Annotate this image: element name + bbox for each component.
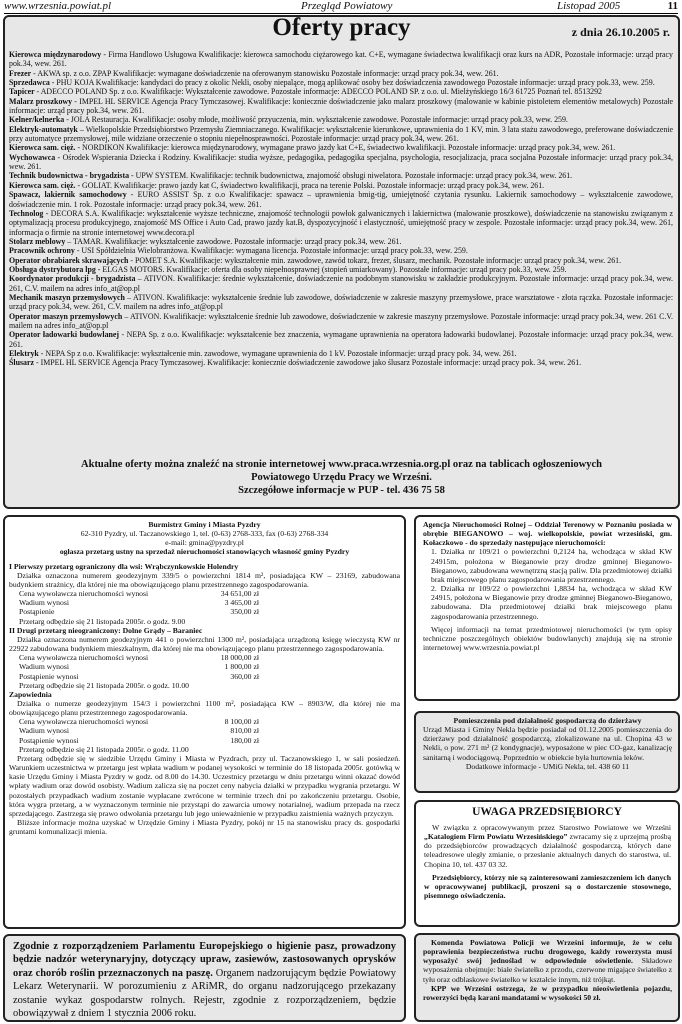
offer-position: Elektryk-automatyk <box>9 124 78 134</box>
offer-details: - ADECCO POLAND Sp. z o.o. Kwalifikacje: Wykształcenie zawodowe. Pozostałe informacje: ADECCO POLAND SP. z o.o. ul. Mielżyńskiego 16/3 61725 Poznań tel. 8513292 <box>34 87 602 97</box>
offer-details: - NEPA Sp z o.o. Kwalifikacje: wykształcenie min. zawodowe, wymagane uprawnienia do 1 kV. Pozostałe informacje: urząd pracy pok. 34, wew. 261. <box>38 349 517 358</box>
price-value: 350,00 zł <box>230 607 259 617</box>
offer-position: Obsługa dystrybutora lpg <box>9 264 96 274</box>
offer-item <box>9 171 673 180</box>
offer-details: - AKWA sp. z o.o. ZPAP Kwalifikacje: wymagane doświadczenie na oferowanym stanowisku Pozostałe informacje: urząd pracy pok.34, wew. 261. <box>31 68 499 78</box>
offer-position: Koordynator produkcji - brygadzista <box>9 274 136 284</box>
auction-s2-date: Przetarg odbędzie się 21 listopada 2005r. o godz. 10.00 <box>19 680 190 690</box>
offer-position: Pracownik ochrony <box>9 246 75 256</box>
offer-item <box>9 349 673 358</box>
price-row <box>9 653 400 662</box>
price-row <box>9 598 400 607</box>
price-label: Wadium wynosi <box>19 662 69 672</box>
offers-footer-line1: Aktualne oferty można znaleźć na stronie internetowej www.praca.wrzesnia.org.pl oraz na tablicach ogłoszeniowych <box>81 459 602 470</box>
offer-details: - NORDIKON Kwalifikacje: kierowca międzynarodowy, wymagane prawo jazdy kat C+E, świadectwo kwalifikacji. Pozostałe informacje: urząd pracy pok.34, wew. 261. <box>75 143 616 153</box>
offer-details: - PHU KOJA Kwalifikacje: kandydaci do pracy z okolic Nekli, osoby niepalące, mogą aplikować osoby bez doświadczenia zawodowego Pozostałe informacje: urząd pracy pok.33, wew. 259. <box>49 78 655 88</box>
offer-position: Ślusarz <box>9 358 34 368</box>
offer-position: Stolarz meblowy <box>9 236 66 246</box>
offer-details: - POMET S.A. Kwalifikacje: wykształcenie min. zawodowe, zawód tokarz, frezer, ślusarz, mechanik. Pozostałe informacje: urząd pracy pok.34, wew. 261. <box>128 255 622 265</box>
auction-org: Burmistrz Gminy i Miasta Pyzdry <box>148 520 261 529</box>
auction-s3-text: Działka o numerze geodezyjnym 154/3 i powierzchni 1100 m², posiadająca KW – 8903/W, dla której nie ma obowiązującego planu przestrzennego zagospodarowania. <box>9 698 400 718</box>
auction-s1-date: Przetarg odbędzie się 21 listopada 2005r. o godz. 9.00 <box>19 616 186 626</box>
offers-list <box>9 50 673 368</box>
notice-opt-out: Przedsiębiorcy, którzy nie są zainteresowani zamieszczeniem ich danych w opracowywanej publikacji, proszeni są o dostarczenie stosownego, pisemnego oświadczenia. <box>424 872 671 901</box>
offer-item <box>9 181 673 190</box>
offer-position: Spawacz, lakiernik samochodowy <box>9 190 127 200</box>
offer-details: – ATIVON. Kwalifikacje: średnie wykształcenie, doświadczenie na podobnym stanowisku w zakładzie produkcyjnym. Pozostałe informacje: urząd pracy pok.34, wew. 261, C.V. mailem na adres info_at@op.pl <box>9 274 673 293</box>
offer-position: Technik budownictwa - brygadzista <box>9 171 130 181</box>
auction-s1-text: Działka oznaczona numerem geodezyjnym 339/5 o powierzchni 1814 m², posiadająca KW – 23169, zabudowana budynkiem strażnicy, dla której nie ma obowiązującego planu przestrzennego zagospodarowania. <box>9 570 400 589</box>
price-row <box>9 589 400 598</box>
offer-position: Kierowca sam. cięż. <box>9 180 76 190</box>
price-label: Cena wywoławcza nieruchomości wynosi <box>19 717 149 727</box>
auction-s1-prices <box>9 589 400 616</box>
offer-item <box>9 125 673 144</box>
offer-item <box>9 358 673 367</box>
auction-s1-title: I Pierwszy przetarg ograniczony dla wsi: Wrąbczynkowskie Holendry <box>9 561 239 571</box>
offer-item <box>9 256 673 265</box>
offer-item <box>9 237 673 246</box>
offer-item <box>9 246 673 255</box>
auction-box <box>3 515 406 929</box>
offer-details: – ATIVON. Kwalifikacje: wykształcenie średnie lub zawodowe, doświadczenie w zakresie maszyny przemysłowe. Pozostałe informacje: urząd pracy pok.34, wew. 261 C.V. mailem na adres info_at@op.pl <box>9 311 673 330</box>
veterinary-box <box>3 934 406 1022</box>
offers-footer <box>5 458 678 497</box>
offer-item <box>9 78 673 87</box>
price-label: Cena wywoławcza nieruchomości wynosi <box>19 653 149 663</box>
auction-contact: Bliższe informacje można uzyskać w Urzędzie Gminy i Miasta Pyzdry, pokój nr 15 na stanowisku pracy ds. gospodarki gruntami komunalizacji mienia. <box>9 818 400 837</box>
offer-item <box>9 69 673 78</box>
offer-position: Frezer <box>9 68 32 78</box>
price-row <box>9 607 400 616</box>
offer-item <box>9 87 673 96</box>
offer-position: Operator ładowarki budowlanej <box>9 330 120 340</box>
job-offers-box <box>3 15 680 509</box>
notice-catalog: „Katalogiem Firm Powiatu Wrzesińskiego” <box>424 832 568 842</box>
offers-date: z dnia 26.10.2005 r. <box>571 25 670 39</box>
offer-position: Mechanik maszyn przemysłowych <box>9 292 125 302</box>
police-box <box>414 933 680 1022</box>
offer-details: - GOLIAT. Kwalifikacje: prawo jazdy kat C, świadectwo kwalifikacji, praca na terenie Polski. Pozostałe informacje: urząd pracy pok.34, wew. 261. <box>75 180 545 190</box>
agency-item-1: 1. Działka nr 109/21 o powierzchni 0,2124 ha, wchodząca w skład KW 24915m, położona w Bieganowie przy drodze gminnej Bieganowo-Bieganowo, zabudowana wewnętrzną stacją paliw. Dla przedmiotowej działki brak miejscowego planu zagospodarowania przestrzennego. <box>431 547 672 584</box>
police-warning: KPP we Wrześni ostrzega, że w przypadku nieoświetlenia pojazdu, rowerzyści będą karani mandatami w wysokości 50 zł. <box>423 983 672 1002</box>
page-number: 11 <box>667 0 678 12</box>
offers-footer-line3: Szczegółowe informacje w PUP - tel. 436 75 58 <box>238 485 445 496</box>
offer-details: - JOLA Restauracja. Kwalifikacje: osoby młode, możliwość przyuczenia, min. wykształcenie zawodowe. Pozostałe informacje: urząd pracy pok.33, wew. 259. <box>64 115 568 125</box>
offer-details: – Wielkopolskie Przedsiębiorstwo Przemysłu Ziemniaczanego. Kwalifikacje: wykształcenie kierunkowe, uprawnienia do 1 KV, min. 3 lata stażu zawodowego, preferowane doświadczenie przy automatyce przemysłowej, mile widziane orzeczenie o stopniu niepełnosprawności. Pozostałe informacje: urząd pracy pok.34, wew. 261. <box>9 124 673 144</box>
offer-details: - EURO ASSIST Sp. z o.o Kwalifikacje: spawacz – uprawnienia bmig-tig, umiejętność czytania rysunku. Lakiernik samochodowy – wykształcenie zawodowe, doświadczenie min. 1 rok. Pozostałe informacje: urząd pracy pok.34, wew. 261. <box>9 190 674 209</box>
offer-item <box>9 330 673 349</box>
agency-info: Więcej informacji na temat przedmiotowej nieruchomości (w tym opisy techniczne poszczególnych obiektów budowlanych) znajdują się na stronie internetowej www.wrzesnia.powiat.pl <box>423 624 672 653</box>
auction-s3-prices <box>9 717 400 744</box>
premises-contact: Dodatkowe informacje - UMiG Nekla, tel. 438 60 11 <box>465 761 630 771</box>
offer-position: Kierowca międzynarodowy <box>9 50 102 59</box>
agency-box <box>414 515 680 701</box>
auction-s2-title: II Drugi przetarg nieograniczony: Dolne Grądy – Baraniec <box>9 625 203 635</box>
auction-s2-prices <box>9 653 400 680</box>
price-label: Postąpienie wynosi <box>19 671 79 681</box>
offer-item <box>9 293 673 312</box>
offer-position: Elektryk <box>9 349 39 358</box>
offer-item <box>9 274 673 293</box>
notice-text-a: W związku z opracowywanym przez Starostwo Powiatowe we Wrześni <box>432 823 671 832</box>
offer-details: - ELGAS MOTORS. Kwalifikacje: oferta dla osoby niepełnosprawnej (stopień umiarkowany). Pozostałe informacje: urząd pracy pok.33, wew. 259. <box>95 264 567 274</box>
offer-details: - IMPEL HL SERVICE Agencja Pracy Tymczasowej. Kwalifikacje: koniecznie doświadczenie zawodowe jako ślusarz Pozostałe informacje: urząd pracy pok. 34, wew. 261. <box>34 358 582 368</box>
issue-date: Listopad 2005 <box>557 0 621 12</box>
offer-item <box>9 190 673 209</box>
price-row <box>9 726 400 735</box>
auction-email: e-mail: gmina@pyzdry.pl <box>165 538 244 548</box>
auction-announce: ogłasza przetarg ustny na sprzedaż nieruchomości stanowiących własność gminy Pyzdry <box>59 547 350 557</box>
offer-details: - DECORA S.A. Kwalifikacje: wykształcenie wyższe techniczne, znajomość technologii powłok galwanicznych i lakiernictwa (malowanie proszkowe), doświadczenie na stanowisku związanym z optymalizacją procesu produkcyjnego, znajomość MS Office i Auto Cad, prawo jazdy kat.B, dyspozycyjność i elastyczność, umiejętność pracy w zespole. Pozostałe informacje: urząd pracy pok.34, wew. 261, informacja o firmie na stronie internetowej www.decora.pl <box>9 208 673 237</box>
offer-position: Kelner/kelnerka <box>9 115 65 125</box>
offer-position: Sprzedawca <box>9 78 50 88</box>
offer-details: - Ośrodek Wspierania Dziecka i Rodziny. Kwalifikacje: studia wyższe, pedagogika, pedagogika specjalna, psychologia, resocjalizacja, praca socjalna Pozostałe informacje: urząd pracy pok.34, wew. 261. <box>9 152 673 172</box>
offer-item <box>9 115 673 124</box>
price-value: 34 651,00 zł <box>220 589 259 599</box>
price-row <box>9 736 400 745</box>
offer-item <box>9 153 673 172</box>
offer-details: – ATIVON. Kwalifikacje: wykształcenie średnie lub zawodowe, doświadczenie w zakresie maszyny przemysłowe, prace warsztatowe - złota rączka. Pozostałe informacje: urząd pracy pok.34, wew. 261, C.V. mailem na adres info_at@op.pl <box>9 292 674 312</box>
notice-text-c: zwracamy się z uprzejmą prośbą do przedsiębiorców prowadzących działalność gospodarczą, których dane teleadresowe uległy zmianie, o przesłanie aktualnych danych do starostwa, ul. Chopina 10, tel. 437 03 32. <box>424 832 671 869</box>
offer-position: Operator obrabiarek skrawających <box>9 255 129 265</box>
price-value: 180,00 zł <box>230 735 259 745</box>
price-value: 3 465,00 zł <box>224 598 259 608</box>
auction-s3-date: Przetarg odbędzie się 21 listopada 2005r. o godz. 11.00 <box>19 744 189 754</box>
offers-title: Oferty pracy <box>272 15 411 41</box>
page-header <box>4 0 678 14</box>
business-notice-box <box>414 800 680 927</box>
offer-item <box>9 143 673 152</box>
offer-details: - Firma Handlowo Usługowa Kwalifikacje: kierowca samochodu ciężarowego kat. C+E, wymagane świadectwa kwalifikacji oraz kurs na ADR, Pozostałe informacje: urząd pracy pok.34, wew. 261. <box>9 50 673 69</box>
price-value: 18 000,00 zł <box>220 653 259 663</box>
price-value: 8 100,00 zł <box>224 717 259 727</box>
offer-item <box>9 50 673 69</box>
premises-box <box>414 711 680 793</box>
offer-position: Operator maszyn przemysłowych <box>9 311 123 321</box>
notice-heading: UWAGA PRZEDSIĘBIORCY <box>472 806 622 818</box>
offer-item <box>9 209 673 237</box>
offer-position: Malarz proszkowy <box>9 96 73 106</box>
auction-closing: Przetarg odbędzie się w siedzibie Urzędu Gminy i Miasta w Pyzdrach, przy ul. Taczanowskiego 1, w sali posiedzeń. Warunkiem uczestnictwa w przetargu jest wpłata wadium w podanej wysokości w terminie do 18 listopada 2005r. gotówką w kasie Urzędu Gminy i Miasta Pyzdry w godz. od 8.00 do 14.30. Uczestnicy przetargu w dniu przetargu winni okazać dowód wpłaty wadium oraz dowód osobisty. Wadium zalicza się na poczet ceny nabycia działki w przypadku wygrania przetargu. W pozostałych przypadkach wadium zostanie wypłacane zwrócone w terminie trzech dni po zakończeniu przetargu. Osobie, która wygra przetarg, a w wyznaczonym terminie nie przystąpi do zawarcia umowy notarialnej, wadium przepada na rzecz sprzedającego. Zastrzega się prawo odwołania przetargu lub jego unieważnienie w przypadku zaistnienia ważnych przyczyn. <box>9 753 400 818</box>
site-url: www.wrzesnia.powiat.pl <box>4 0 112 12</box>
agency-heading: Agencja Nieruchomości Rolnej – Oddział Terenowy w Poznaniu posiada w obrębie BIEGANOWO – woj. wielkopolskie, powiat wrzesiński, gm. Kołaczkowo - do sprzedaży następujące nieruchomości: <box>423 520 672 548</box>
price-row <box>9 717 400 726</box>
offer-item <box>9 97 673 116</box>
offer-position: Wychowawca <box>9 152 56 162</box>
offer-item <box>9 265 673 274</box>
offer-details: - NEPA Sp. z o.o. Kwalifikacje: wykształcenie bez znaczenia, wymagane uprawnienia na operatora ładowarki budowlanej. Pozostałe informacje: urząd pracy pok.34, wew. 261. <box>9 330 673 349</box>
vet-text: Organem nadzorującym będzie Powiatowy Lekarz Weterynarii. W porozumieniu z ARiMR, do organu nadzorującego przekazany zostanie wykaz gospodarstw rolnych. Rejestr, zgodnie z rozporządzeniem, będzie obowiązywał z dniem 1 stycznia 2006 roku. <box>13 967 396 1020</box>
price-value: 1 800,00 zł <box>224 662 259 672</box>
paper-name: Przegląd Powiatowy <box>301 0 393 12</box>
price-value: 360,00 zł <box>230 671 259 681</box>
offer-details: – TAMAR. Kwalifikacje: wykształcenie zawodowe. Pozostałe informacje: urząd pracy pok.34, wew. 261. <box>65 236 402 246</box>
agency-item-2: 2. Działka nr 109/22 o powierzchni 1,8834 ha, wchodząca w skład KW 24915, położona w Bieganowie przy drodze gminnej Bieganowo-Bieganowo, zabudowana. Dla przedmiotowej działki brak miejscowego planu zagospodarowania przestrzennego. <box>431 584 672 621</box>
price-value: 810,00 zł <box>230 726 259 736</box>
price-label: Cena wywoławcza nieruchomości wynosi <box>19 589 149 599</box>
offer-position: Technolog <box>9 208 44 218</box>
premises-heading: Pomieszczenia pod działalność gospodarczą do dzierżawy <box>453 716 642 725</box>
price-row <box>9 672 400 681</box>
offers-footer-line2: Powiatowego Urzędu Pracy we Wrześni. <box>251 472 432 483</box>
auction-address: 62-310 Pyzdry, ul. Taczanowskiego 1, tel. (0-63) 2768-333, fax (0-63) 2768-334 <box>80 529 329 539</box>
price-label: Postąpienie wynosi <box>19 735 79 745</box>
auction-s2-text: Działka oznaczona numerem geodezyjnym 441 o powierzchni 1300 m², posiadająca urządzoną księgę wieczystą KW nr 22922 zabudowana budynkiem mieszkalnym, dla której nie ma obowiązującego planu przestrzennego zagospodarowania. <box>9 634 400 654</box>
police-text: Składowe wyposażenia obejmuje: białe światełko z przodu, czerwone migające światełko z tyłu oraz odblaskowe światełko w kształcie innym, niż trójkąt. <box>423 956 672 984</box>
offer-item <box>9 312 673 331</box>
auction-s3-title: Zapowiednia <box>9 689 52 699</box>
offer-details: - IMPEL HL SERVICE Agencja Pracy Tymczasowej. Kwalifikacje: koniecznie doświadczenie jako malarz proszkowy (malowanie w kabinie pistoletem elementów metalowych) Pozostałe informacje: urząd pracy pok.34, wew. 261. <box>9 96 673 116</box>
police-intro: Komenda Powiatowa Policji we Wrześni informuje, że w celu poprawienia bezpieczeństwa ruchu drogowego, każdy rowerzysta musi wyposażyć swój jednoślad w odpowiednie oświetlenie. <box>423 938 672 966</box>
price-row <box>9 662 400 671</box>
offer-details: - UPW SYSTEM. Kwalifikacje: technik budownictwa, znajomość obsługi niwelatora. Pozostałe informacje: urząd pracy pok.34, wew. 261. <box>129 171 573 181</box>
price-label: Postąpienie <box>19 607 55 617</box>
offer-position: Tapicer <box>9 87 35 97</box>
price-label: Wadium wynosi <box>19 598 69 608</box>
price-label: Wadium wynosi <box>19 726 69 736</box>
premises-text: Urząd Miasta i Gminy Nekla będzie posiadał od 01.12.2005 pomieszczenia do dzierżawy pod działalność gospodarczą, zlokalizowane na ul. Chopina 43 w Nekli, o pow. 271 m² (2 kondygnacje), wyposażone w piec CO-gaz, kanalizację sanitarną i wodociągową. Poprzednio w obiekcie była hurtownia leków. <box>423 725 672 762</box>
offer-details: - USI Spółdzielnia Wielobranżowa. Kwalifikacje: wymagana licencja. Pozostałe informacje: urząd pracy pok.33, wew. 259. <box>74 246 468 256</box>
vet-bold-text: Zgodnie z rozporządzeniem Parlamentu Europejskiego o higienie pasz, prowadzony będzie nadzór weterynaryjny, dotyczący upraw, zasiewów, zastosowanych oprysków oraz chorób roślin przeznaczonych na paszę. <box>13 941 396 979</box>
offer-position: Kierowca sam. cięż. <box>9 143 76 153</box>
